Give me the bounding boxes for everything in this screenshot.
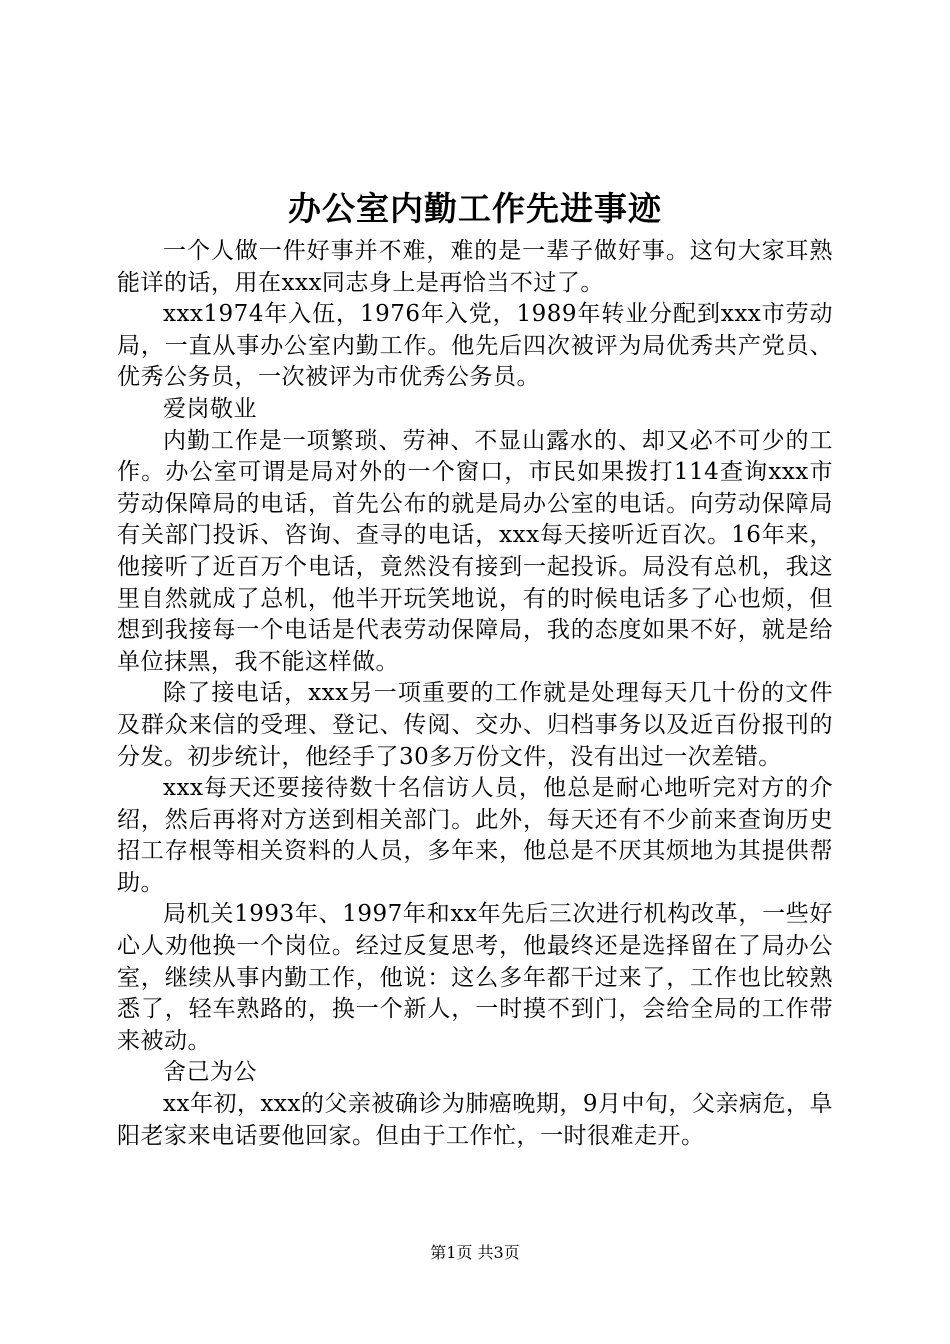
paragraph: xx年初，xxx的父亲被确诊为肺癌晚期，9月中旬，父亲病危，阜阳老家来电话要他回家。但由于工作忙，一时很难走开。 [117, 1091, 833, 1149]
paragraph: 一个人做一件好事并不难，难的是一辈子做好事。这句大家耳熟能详的话，用在xxx同志身上是再恰当不过了。 [117, 238, 833, 296]
section-heading: 舍己为公 [163, 1059, 257, 1086]
paragraph: xxx1974年入伍，1976年入党，1989年转业分配到xxx市劳动局，一直从事办公室内勤工作。他先后四次被评为局优秀共产党员、优秀公务员，一次被评为市优秀公务员。 [117, 301, 833, 391]
page-footer: 第1页 共3页 [430, 1243, 520, 1262]
section-heading: 爱岗敬业 [163, 395, 257, 422]
document-body [117, 236, 833, 1152]
paragraph: 除了接电话，xxx另一项重要的工作就是处理每天几十份的文件及群众来信的受理、登记、传阅、交办、归档事务以及近百份报刊的分发。初步统计，他经手了30多万份文件，没有出过一次差错。 [117, 680, 833, 770]
paragraph: xxx每天还要接待数十名信访人员，他总是耐心地听完对方的介绍，然后再将对方送到相关部门。此外，每天还有不少前来查询历史招工存根等相关资料的人员，多年来，他总是不厌其烦地为其提供帮助。 [117, 775, 833, 896]
document-title: 办公室内勤工作先进事迹 [288, 189, 662, 228]
paragraph: 局机关1993年、1997年和xx年先后三次进行机构改革，一些好心人劝他换一个岗位。经过反复思考，他最终还是选择留在了局办公室，继续从事内勤工作，他说：这么多年都干过来了，工作也比较熟悉了，轻车熟路的，换一个新人，一时摸不到门，会给全局的工作带来被动。 [117, 901, 833, 1054]
paragraph: 内勤工作是一项繁琐、劳神、不显山露水的、却又必不可少的工作。办公室可谓是局对外的一个窗口，市民如果拨打114查询xxx市劳动保障局的电话，首先公布的就是局办公室的电话。向劳动保障局有关部门投诉、咨询、查寻的电话，xxx每天接听近百次。16年来，他接听了近百万个电话，竟然没有接到一起投诉。局没有总机，我这里自然就成了总机，他半开玩笑地说，有的时候电话多了心也烦，但想到我接每一个电话是代表劳动保障局，我的态度如果不好，就是给单位抹黑，我不能这样做。 [117, 427, 833, 675]
